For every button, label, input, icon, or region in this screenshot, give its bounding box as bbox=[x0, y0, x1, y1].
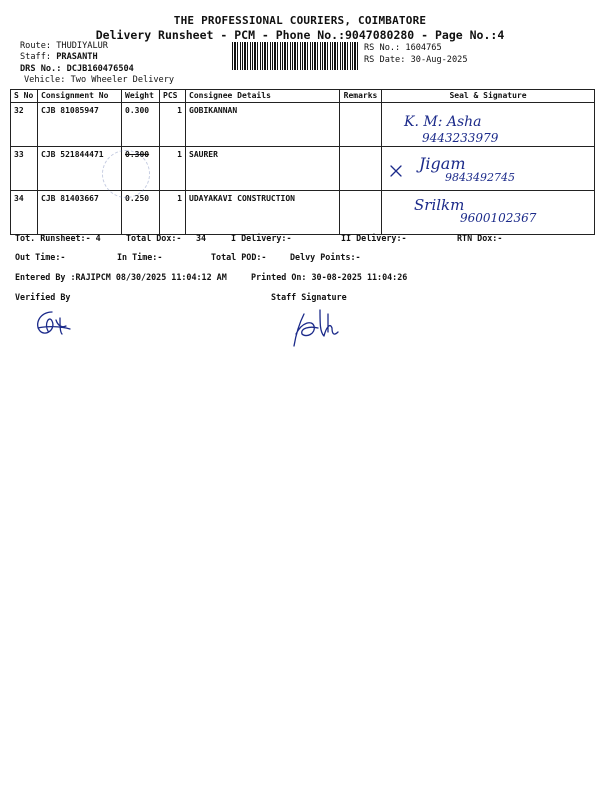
rs-no-label: RS No.: bbox=[364, 43, 401, 53]
in-time: In Time:- bbox=[117, 252, 163, 262]
staff-signature bbox=[288, 304, 348, 350]
entered-by: Entered By :RAJIPCM 08/30/2025 11:04:12 AM bbox=[15, 272, 227, 282]
rs-date-line bbox=[364, 55, 468, 65]
signature-text: Jigam bbox=[419, 154, 466, 173]
vehicle-label: Vehicle: bbox=[24, 75, 66, 85]
cell-pcs: 1 bbox=[160, 103, 186, 147]
out-time: Out Time:- bbox=[15, 252, 66, 262]
col-remarks: Remarks bbox=[340, 90, 382, 103]
printed-on: Printed On: 30-08-2025 11:04:26 bbox=[251, 272, 408, 282]
signature-phone: 9443233979 bbox=[422, 131, 499, 145]
staff-line bbox=[20, 52, 98, 62]
verified-by-label: Verified By bbox=[15, 292, 71, 302]
rs-date-value: 30-Aug-2025 bbox=[410, 55, 468, 65]
barcode bbox=[232, 42, 358, 70]
signature-mark bbox=[391, 166, 401, 176]
rs-no-line bbox=[364, 43, 442, 53]
col-signature: Seal & Signature bbox=[382, 90, 595, 103]
route-value: THUDIYALUR bbox=[56, 41, 108, 51]
signature-row-34 bbox=[410, 190, 590, 226]
cell-consignment: CJB 81403667 bbox=[38, 191, 122, 235]
drs-line bbox=[20, 64, 134, 74]
cell-consignee: GOBIKANNAN bbox=[186, 103, 340, 147]
col-consignment: Consignment No bbox=[38, 90, 122, 103]
signature-row-33 bbox=[385, 152, 585, 186]
staff-label: Staff: bbox=[20, 52, 52, 62]
verifier-signature bbox=[30, 304, 80, 340]
runsheet-subtitle: Delivery Runsheet - PCM - Phone No.:9047080280 - Page No.:4 bbox=[95, 28, 505, 42]
signature-text: K. M: Asha bbox=[404, 114, 482, 130]
table-header-row bbox=[11, 90, 595, 103]
ii-delivery: II Delivery:- bbox=[341, 233, 407, 243]
cell-pcs: 1 bbox=[160, 191, 186, 235]
i-delivery: I Delivery:- bbox=[231, 233, 292, 243]
total-dox-label: Total Dox:- bbox=[126, 233, 182, 243]
signature-phone: 9843492745 bbox=[445, 171, 515, 184]
total-pod: Total POD:- bbox=[211, 252, 267, 262]
delvy-points: Delvy Points:- bbox=[290, 252, 361, 262]
drs-value: DCJB160476504 bbox=[66, 64, 134, 74]
vehicle-value: Two Wheeler Delivery bbox=[70, 75, 175, 85]
company-title: THE PROFESSIONAL COURIERS, COIMBATORE bbox=[173, 14, 427, 27]
cell-weight: 0.300 bbox=[122, 103, 160, 147]
cell-consignee: SAURER bbox=[186, 147, 340, 191]
cell-sno: 32 bbox=[11, 103, 38, 147]
cell-sno: 34 bbox=[11, 191, 38, 235]
cell-remarks bbox=[340, 103, 382, 147]
signature-phone: 9600102367 bbox=[460, 211, 537, 225]
cell-remarks bbox=[340, 147, 382, 191]
vehicle-line bbox=[24, 75, 174, 85]
rs-no-value: 1604765 bbox=[405, 43, 442, 53]
col-weight: Weight bbox=[122, 90, 160, 103]
rtn-dox: RTN Dox:- bbox=[457, 233, 503, 243]
cell-consignee: UDAYAKAVI CONSTRUCTION bbox=[186, 191, 340, 235]
cell-remarks bbox=[340, 191, 382, 235]
cell-pcs: 1 bbox=[160, 147, 186, 191]
drs-label: DRS No.: bbox=[20, 64, 62, 74]
route-label: Route: bbox=[20, 41, 52, 51]
staff-signature-label: Staff Signature bbox=[271, 292, 347, 302]
weight-value: 0.300 bbox=[125, 150, 150, 159]
total-dox-value: 34 bbox=[196, 233, 207, 243]
cell-consignment: CJB 81085947 bbox=[38, 103, 122, 147]
col-sno: S No bbox=[11, 90, 38, 103]
faint-stamp bbox=[102, 150, 150, 198]
staff-value: PRASANTH bbox=[56, 52, 98, 62]
cell-consignment: CJB 521844471 bbox=[38, 147, 122, 191]
signature-row-32 bbox=[392, 110, 582, 146]
col-consignee: Consignee Details bbox=[186, 90, 340, 103]
tot-runsheet: Tot. Runsheet:- 4 bbox=[15, 233, 101, 243]
col-pcs: PCS bbox=[160, 90, 186, 103]
cell-weight: 0.250 bbox=[122, 191, 160, 235]
route-line bbox=[20, 41, 108, 51]
signature-text: Srilkm bbox=[414, 196, 465, 214]
rs-date-label: RS Date: bbox=[364, 55, 406, 65]
cell-sno: 33 bbox=[11, 147, 38, 191]
